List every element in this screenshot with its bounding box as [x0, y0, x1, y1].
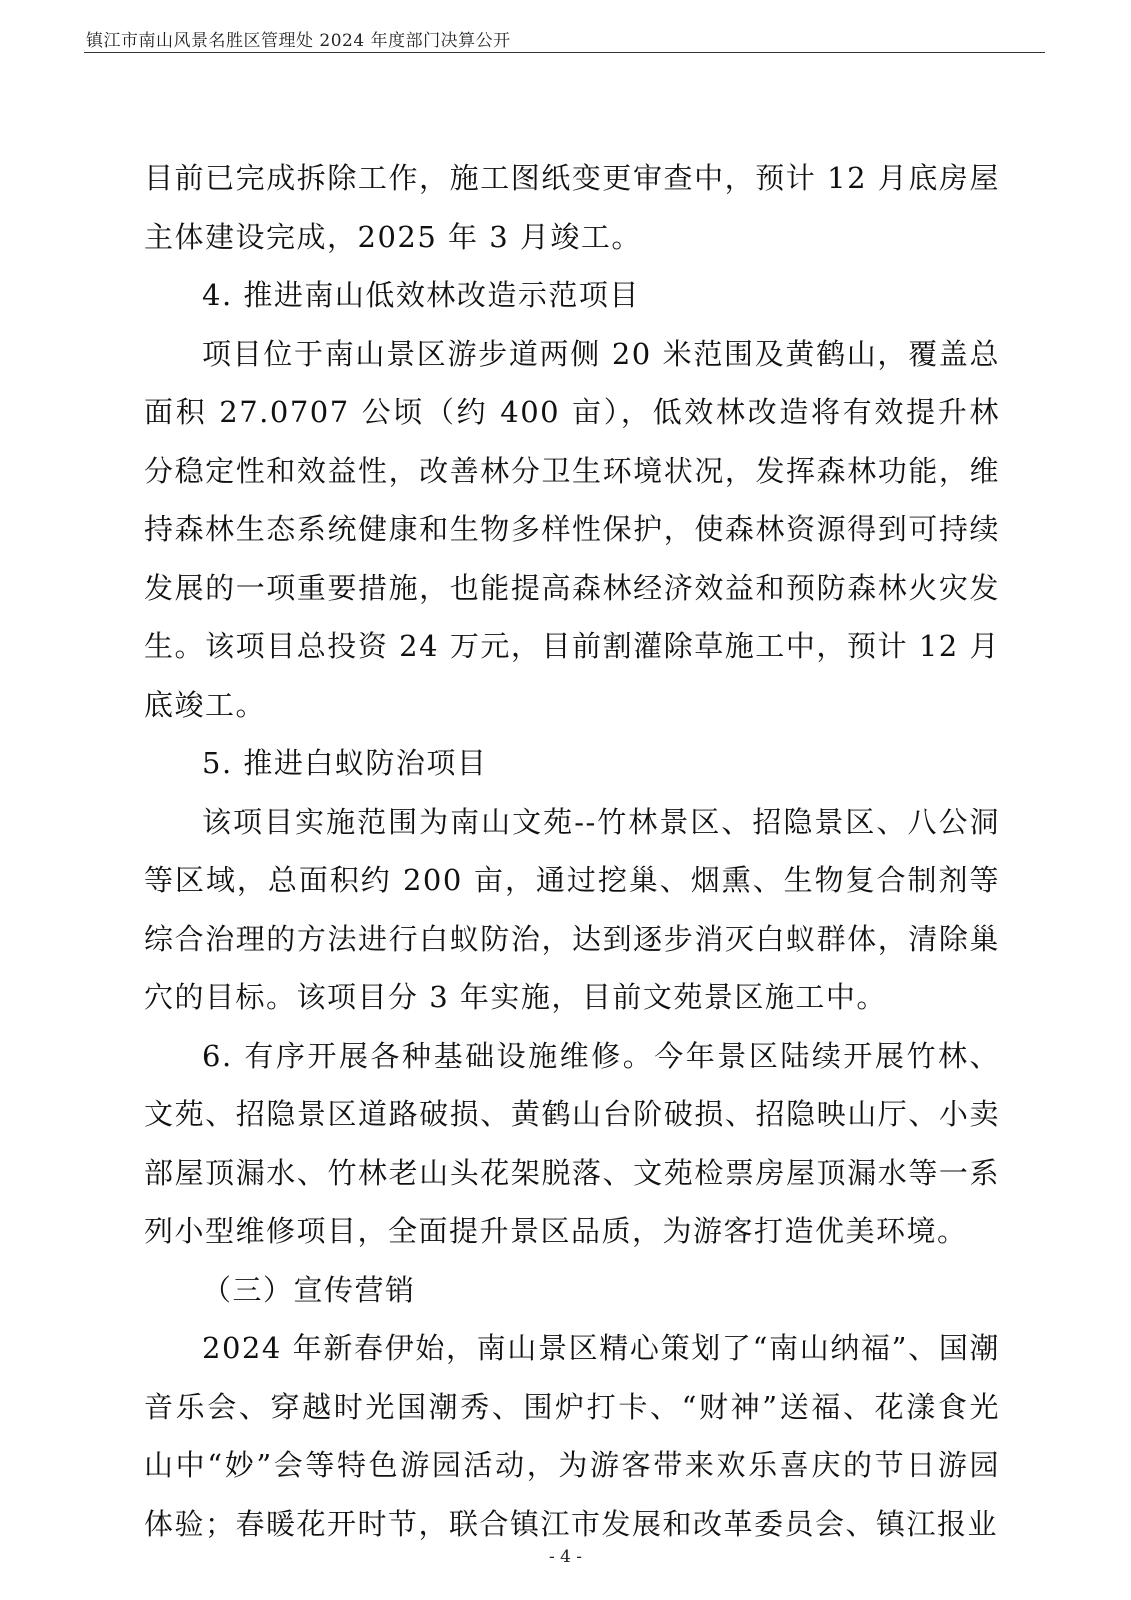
heading-item-5: 5. 推进白蚁防治项目 — [202, 746, 488, 780]
paragraph-forest-project: 项目位于南山景区游步道两侧 20 米范围及黄鹤山，覆盖总面积 27.0707 公顷（约 400 亩），低效林改造将有效提升林分稳定性和效益性，改善林分卫生环境状况，发挥森林功能，维持森林生态系统健康和生物多样性保护，使森林资源得到可持续发展的一项重要措施，也能提高森林经济效益和预防森林火灾发生。该项目总投资 24 万元，目前割灌除草施工中，预计 12 月底竣工。 — [144, 336, 1000, 722]
document-body — [144, 149, 1000, 1553]
paragraph-termite-project: 该项目实施范围为南山文苑--竹林景区、招隐景区、八公洞等区域，总面积约 200 亩，通过挖巢、烟熏、生物复合制剂等综合治理的方法进行白蚁防治，达到逐步消灭白蚁群体，清除巢穴的目标。该项目分 3 年实施，目前文苑景区施工中。 — [144, 804, 1000, 1014]
running-header: 镇江市南山风景名胜区管理处 2024 年度部门决算公开 — [86, 31, 511, 51]
section-heading-marketing: （三）宣传营销 — [202, 1272, 416, 1307]
paragraph-marketing: 2024 年新春伊始，南山景区精心策划了“南山纳福”、国潮音乐会、穿越时光国潮秀、围炉打卡、“财神”送福、花漾食光山中“妙”会等特色游园活动，为游客带来欢乐喜庆的节日游园体验；春暖花开时节，联合镇江市发展和改革委员会、镇江报业 — [144, 1331, 1000, 1541]
paragraph-continuation: 目前已完成拆除工作，施工图纸变更审查中，预计 12 月底房屋主体建设完成，2025 年 3 月竣工。 — [144, 161, 1000, 254]
paragraph-maintenance: 6. 有序开展各种基础设施维修。今年景区陆续开展竹林、文苑、招隐景区道路破损、黄鹤山台阶破损、招隐映山厅、小卖部屋顶漏水、竹林老山头花架脱落、文苑检票房屋顶漏水等一系列小型维修项目，全面提升景区品质，为游客打造优美环境。 — [144, 1038, 1000, 1248]
heading-item-4: 4. 推进南山低效林改造示范项目 — [202, 278, 640, 312]
page-number: - 4 - — [548, 1547, 583, 1567]
header-divider — [84, 52, 1045, 53]
